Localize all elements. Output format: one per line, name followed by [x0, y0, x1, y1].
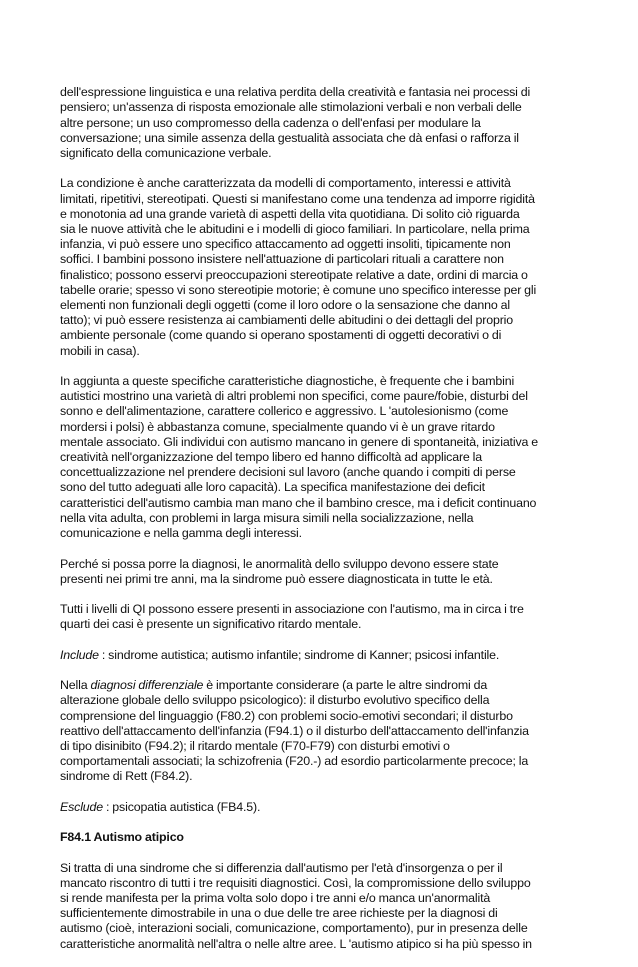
differential-diagnosis-paragraph: [60, 678, 565, 784]
differential-label: diagnosi differenziale: [90, 678, 204, 693]
document-page: [60, 70, 565, 967]
exclude-text: : psicopatia autistica (FB4.5).: [103, 799, 261, 814]
paragraph-repetitive-behaviours: La condizione è anche caratterizzata da modelli di comportamento, interessi e attività limitati, ripetitivi, stereotipati. Questi si manifestano come una tendenza ad imporre rigidità e monotonia ad una grande varietà di aspetti della vita quotidiana. Di solito ciò riguarda sia le nuove attività che le abitudini e i modelli di gioco familiari. In particolare, nella prima infanzia, vi può essere uno specifico attaccamento ad oggetti insoliti, tipicamente non soffici. I bambini possono insistere nell'attuazione di particolari rituali a carattere non finalistico; possono esservi preoccupazioni stereotipate relative a date, ordini di marcia o tabelle orarie; spesso vi sono stereotipie motorie; è comune uno specifico interesse per gli elementi non funzionali degli oggetti (come il loro odore o la sensazione che danno al tatto); vi può essere resistenza ai cambiamenti delle abitudini o dei dettagli del proprio ambiente personale (come quando si operano spostamenti di oggetti decorativi o di mobili in casa).: [60, 176, 537, 358]
differential-text: è importante considerare (a parte le altre sindromi da alterazione globale dello sviluppo psicologico): il disturbo evolutivo specifico della comprensione del linguaggio (F80.2) con problemi socio-emotivi secondari; il disturbo reattivo dell'attaccamento dell'infanzia (F94.1) o il disturbo dell'attaccamento dell'infanzia di tipo disinibito (F94.2); il ritardo mentale (F70-F79) con disturbi emotivi o comportamentali associati; la schizofrenia (F20.-) ad esordio particolarmente precoce; la sindrome di Rett (F84.2).: [60, 678, 529, 784]
include-text: : sindrome autistica; autismo infantile; sindrome di Kanner; psicosi infantile.: [98, 647, 500, 662]
paragraph-diagnosis-timing: Perché si possa porre la diagnosi, le anormalità dello sviluppo devono essere state presenti nei primi tre anni, ma la sindrome può essere diagnosticata in tutte le età.: [60, 556, 499, 586]
include-label: Include: [60, 647, 99, 662]
paragraph-iq-levels: Tutti i livelli di QI possono essere presenti in associazione con l'autismo, ma in circa i tre quarti dei casi è presente un significativo ritardo mentale.: [60, 602, 524, 632]
section-heading-text: F84.1 Autismo atipico: [60, 830, 184, 845]
paragraph-language-deficits: dell'espressione linguistica e una relativa perdita della creatività e fantasia nei processi di pensiero; un'assenza di risposta emozionale alle stimolazioni verbali e non verbali delle altre persone; un uso compromesso della cadenza o dell'enfasi per modulare la conversazione; una simile assenza della gestualità associata che dà enfasi o rafforza il significato della comunicazione verbale.: [60, 85, 531, 161]
differential-prefix: Nella: [60, 678, 91, 693]
section-body: Si tratta di una sindrome che si differenzia dall'autismo per l'età d'insorgenza o per il mancato riscontro di tutti i tre requisiti diagnostici. Così, la compromissione dello sviluppo si rende manifesta per la prima volta solo dopo i tre anni e/o manca un'anormalità sufficientemente dimostrabile in una o due delle tre aree richieste per la diagnosi di autismo (cioè, interazioni sociali, comunicazione, comportamento), pur in presenza delle caratteristiche anormalità nell'altra o nelle altre aree. L 'autismo atipico si ha più spesso in: [60, 860, 532, 951]
include-line: [60, 648, 565, 663]
paragraph-associated-problems: In aggiunta a queste specifiche caratteristiche diagnostiche, è frequente che i bambini autistici mostrino una varietà di altri problemi non specifici, come paure/fobie, disturbi del sonno e dell'alimentazione, carattere collerico e aggressivo. L 'autolesionismo (come mordersi i polsi) è abbastanza comune, specialmente quando vi è un grave ritardo mentale associato. Gli individui con autismo mancano in genere di spontaneità, iniziativa e creatività nell'organizzazione del tempo libero ed hanno difficoltà ad applicare la concettualizzazione nel prendere decisioni sul lavoro (anche quando i compiti di perse sono del tutto adeguati alle loro capacità). La specifica manifestazione dei deficit caratteristici dell'autismo cambia man mano che il bambino cresce, ma i deficit continuano nella vita adulta, con problemi in larga misura simili nella socializzazione, nella comunicazione e nella gamma degli interessi.: [60, 374, 538, 541]
section-heading: [60, 830, 565, 845]
exclude-line: [60, 800, 565, 815]
exclude-label: Esclude: [60, 799, 104, 814]
